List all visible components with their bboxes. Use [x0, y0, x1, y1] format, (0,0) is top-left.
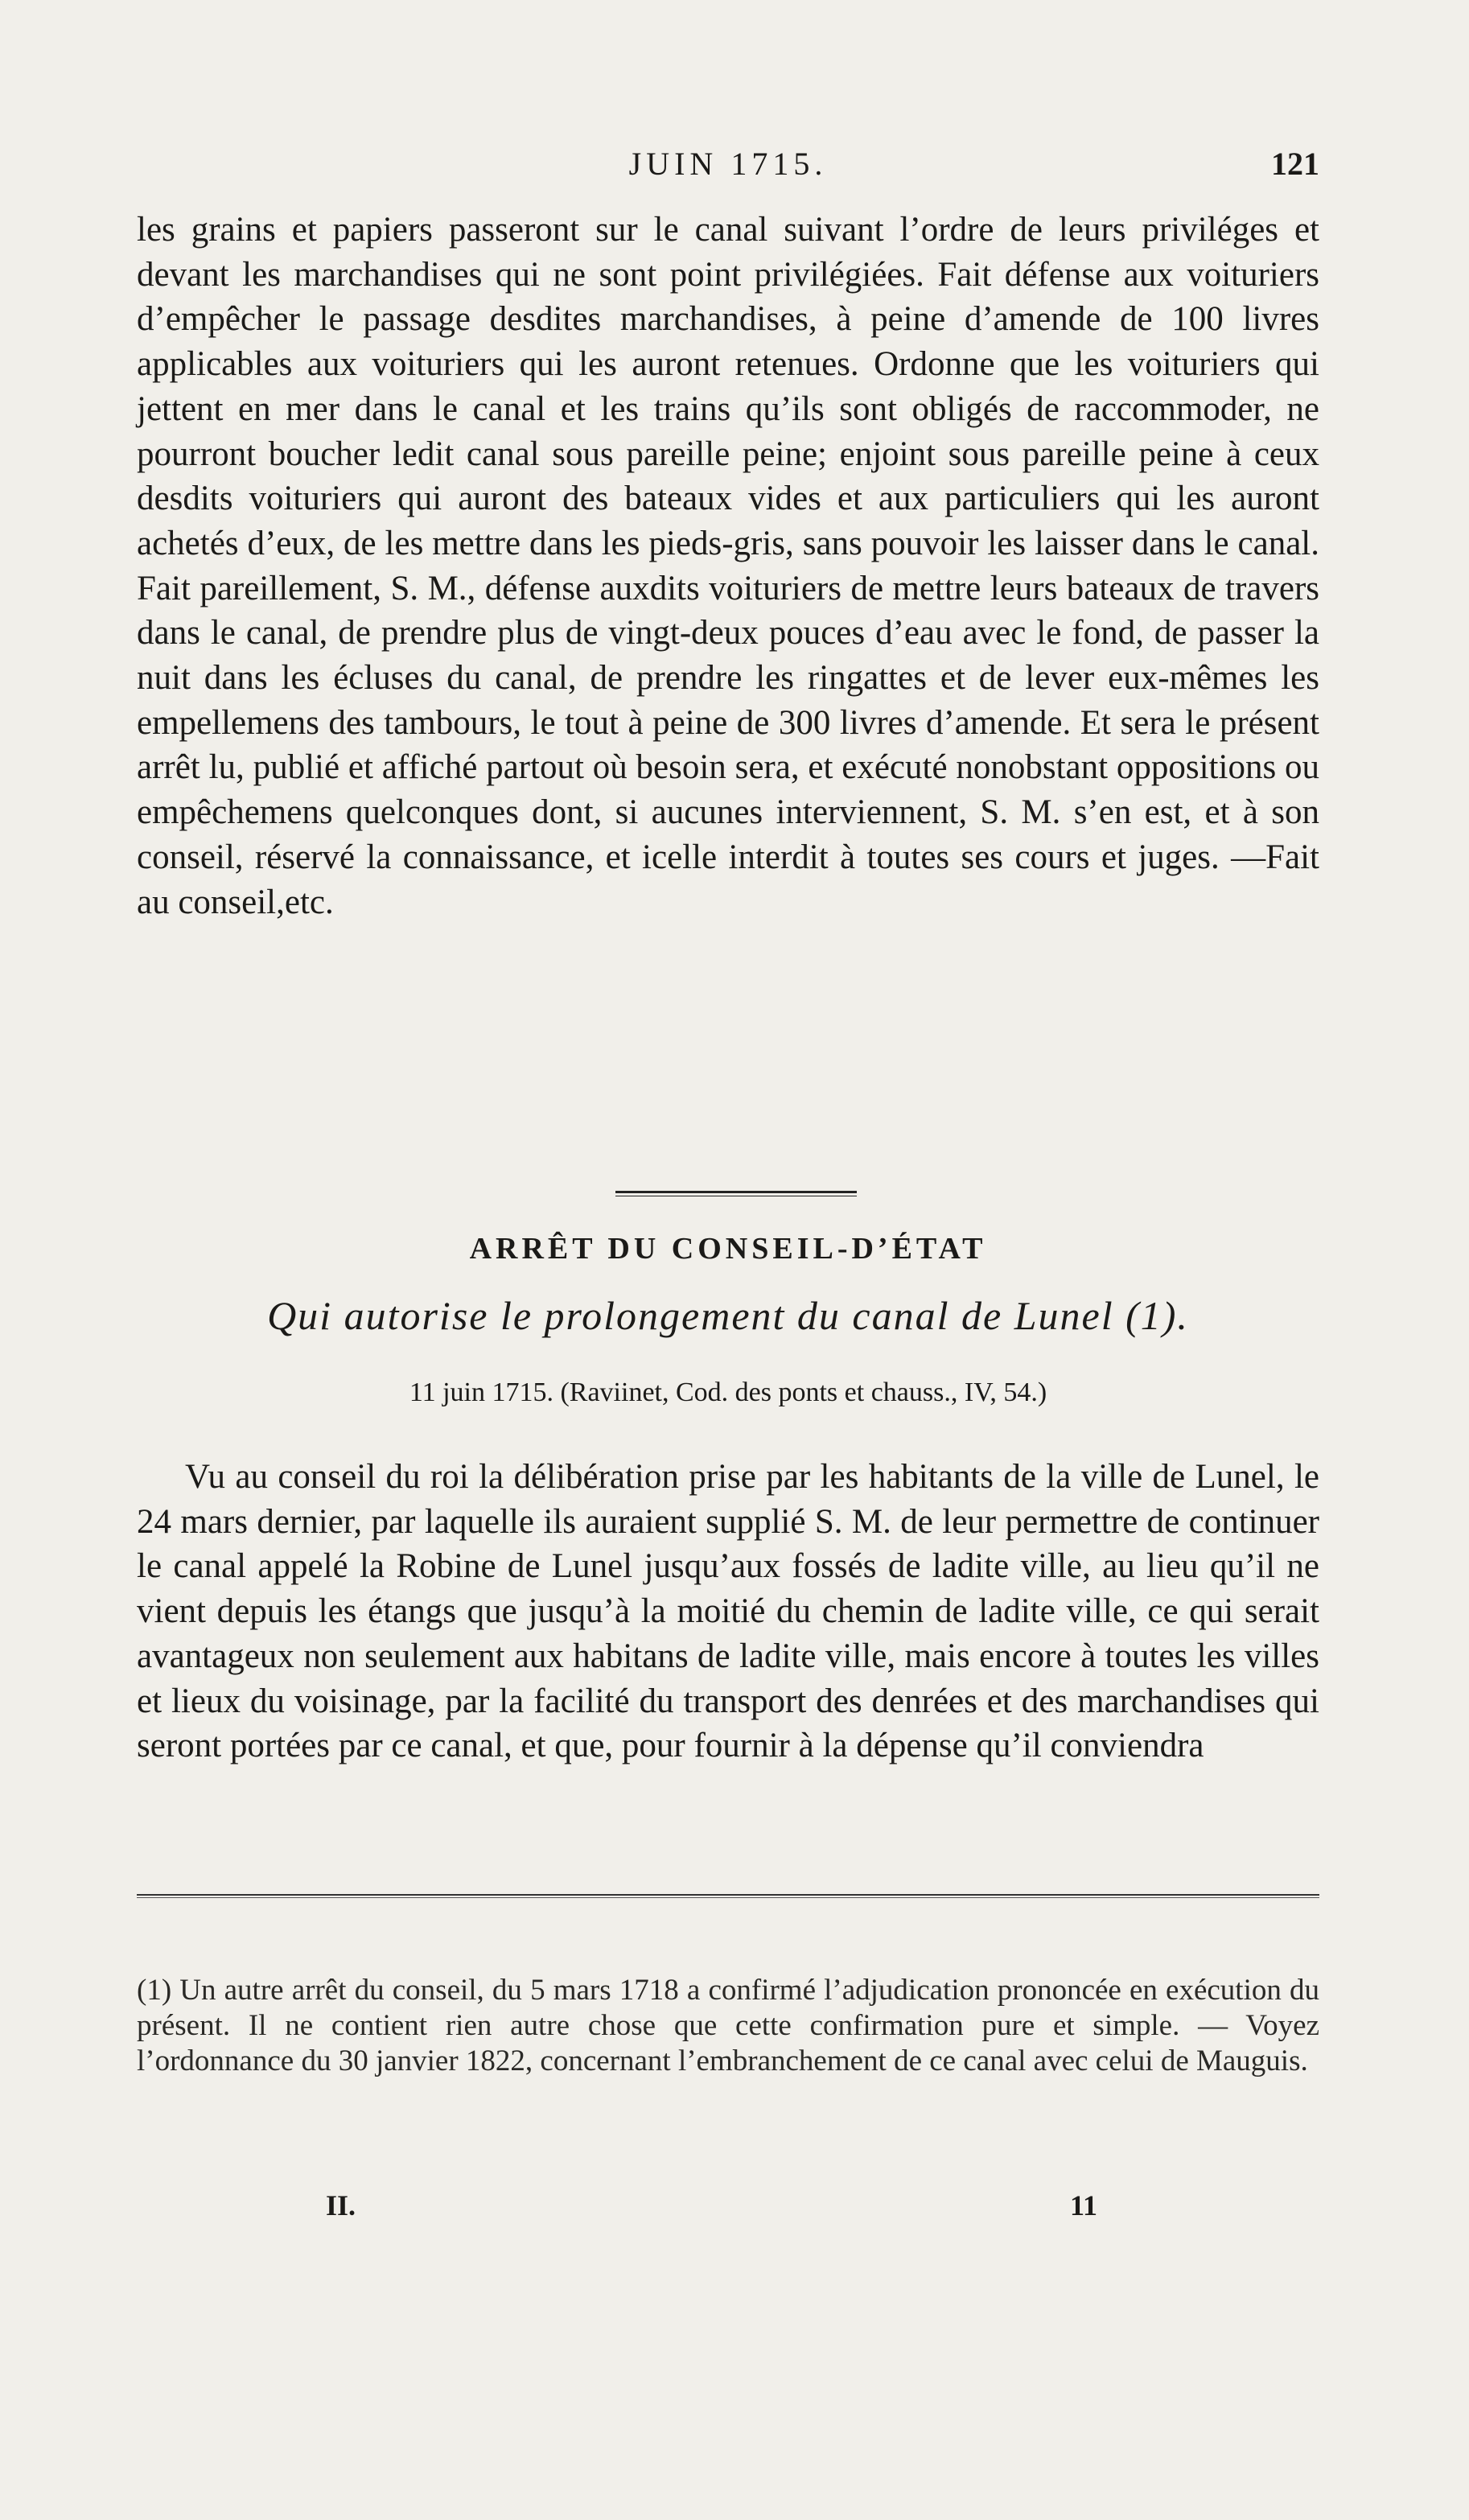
paragraph-continuation: les grains et papiers passeront sur le canal suivant l’ordre de leurs priviléges et devant les marchandises qui ne sont point privilégiées. Fait défense aux voituriers d’empêcher le passage desdites marchandises, à peine d’amende de 100 livres applicables aux voituriers qui les auront retenues. Ordonne que les voituriers qui jettent en mer dans le canal et les trains qu’ils sont obligés de raccommoder, ne pourront boucher ledit canal sous pareille peine; enjoint sous pareille peine à ceux desdits voituriers qui auront des bateaux vides et aux particuliers qui les auront achetés d’eux, de les mettre dans les pieds-gris, sans pouvoir les laisser dans le canal. Fait pareillement, S. M., défense auxdits voituriers de mettre leurs bateaux de travers dans le canal, de prendre plus de vingt-deux pouces d’eau avec le fond, de passer la nuit dans les écluses du canal, de prendre les ringattes et de lever eux-mêmes les empellemens des tambours, le tout à peine de 300 livres d’amende. Et sera le présent arrêt lu, publié et affiché partout où besoin sera, et exécuté nonobstant oppositions ou empêchemens quelconques dont, si aucunes interviennent, S. M. s’en est, et à son conseil, réservé la connaissance, et icelle interdit à toutes ses cours et juges. —Fait au conseil,etc.	[137, 211, 1319, 921]
page-number: 121	[1271, 146, 1319, 182]
sheet-number: 11	[1070, 2189, 1098, 2221]
footnote: (1) Un autre arrêt du conseil, du 5 mars 1718 a confirmé l’adjudication prononcée en exécution du présent. Il ne contient rien autre chose que cette confirmation pure et simple. — Voyez l’ordonnance du 30 janvier 1822, concernant l’embranchement de ce canal avec celui de Mauguis.	[137, 1974, 1319, 2077]
signature-mark: II.	[326, 2189, 356, 2221]
footnote-divider	[137, 1894, 1319, 1898]
running-title: JUIN 1715.	[628, 146, 828, 182]
section-title: ARRÊT DU CONSEIL-D’ÉTAT	[469, 1232, 987, 1266]
paragraph-decree: Vu au conseil du roi la délibération prise par les habitants de la ville de Lunel, le 24 mars dernier, par laquelle ils auraient supplié S. M. de leur permettre de continuer le canal appelé la Robine de Lunel jusqu’aux fossés de ladite ville, au lieu qu’il ne vient depuis les étangs que jusqu’à la moitié du chemin de ladite ville, ce qui serait avantageux non seulement aux habitans de ladite ville, mais encore à toutes les villes et lieux du voisinage, par la facilité du transport des denrées et des marchandises qui seront portées par ce canal, et que, pour fournir à la dépense qu’il conviendra	[137, 1458, 1319, 1765]
section-divider	[615, 1191, 857, 1196]
section-subtitle: Qui autorise le prolongement du canal de Lunel (1).	[267, 1293, 1189, 1338]
page-header	[137, 145, 1319, 193]
source-citation: 11 juin 1715. (Raviinet, Cod. des ponts et chauss., IV, 54.)	[409, 1377, 1047, 1407]
